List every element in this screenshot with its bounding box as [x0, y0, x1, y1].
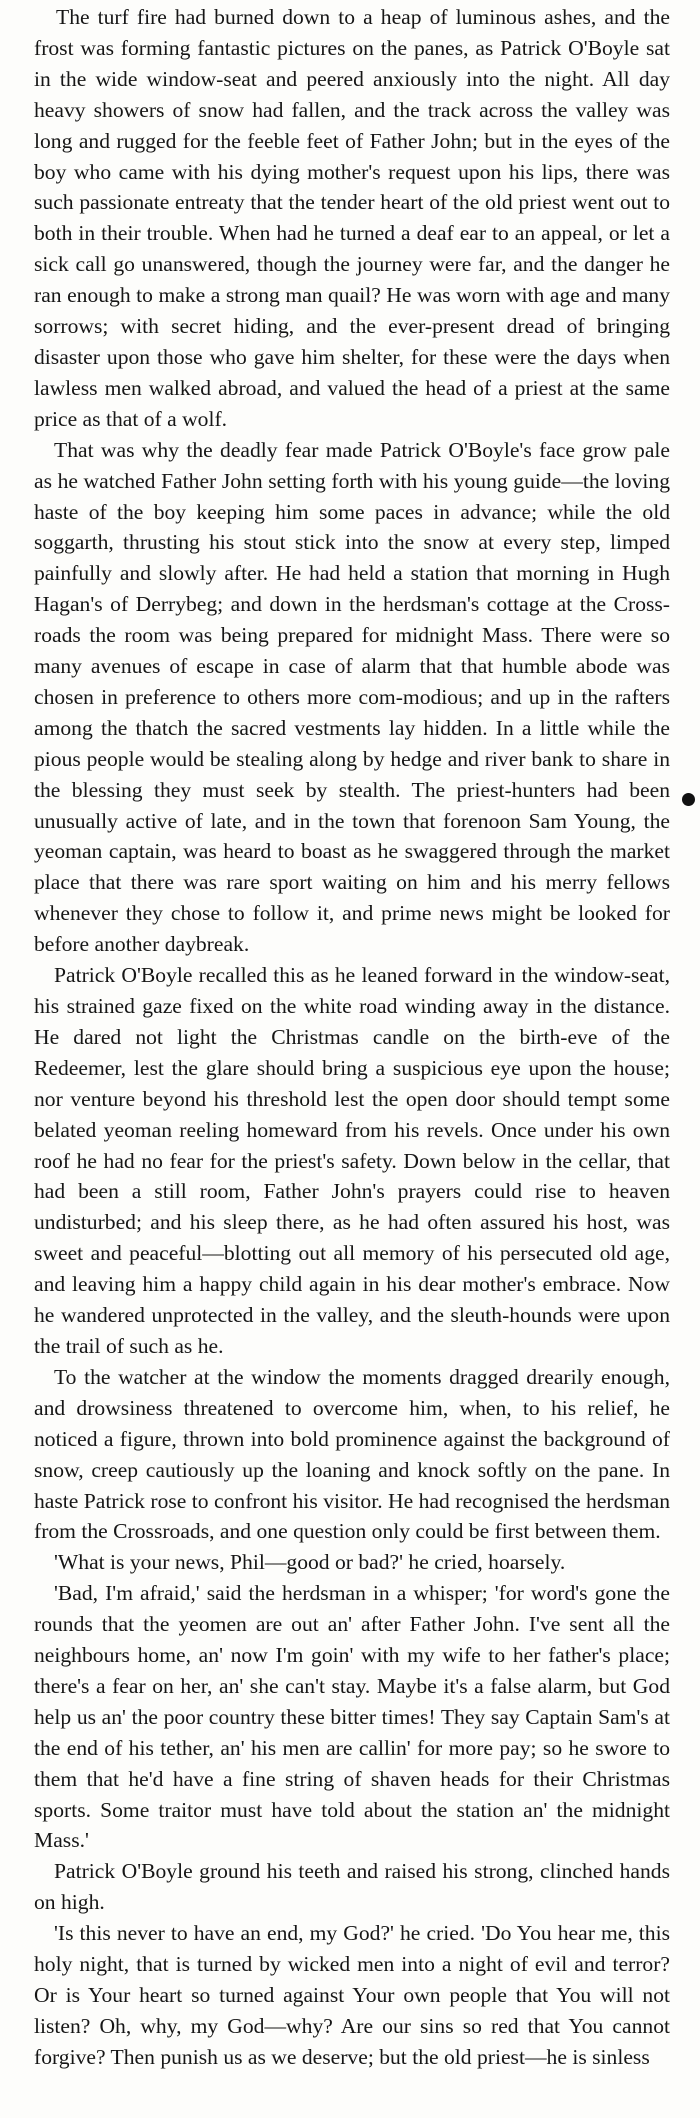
paragraph-prayer: 'Is this never to have an end, my God?' he cried. 'Do You hear me, this holy night, that is turned by wicked men into a night of evil and terror? Or is Your heart so turned against Your own people that You will not listen? Oh, why, my God—why? Are our sins so red that You cannot forgive? Then punish us as we deserve; but the old priest—he is sinless: [34, 1921, 670, 2069]
paragraph-clinched-hands: Patrick O'Boyle ground his teeth and raised his strong, clinched hands on high.: [34, 1859, 670, 1915]
paragraph-watcher: To the watcher at the window the moments dragged drearily enough, and drowsiness threatened to overcome him, when, to his relief, he noticed a figure, thrown into bold prominence against the background of snow, creep cautiously up the loaning and knock softly on the pane. In haste Patrick rose to confront his visitor. He had recognised the herdsman from the Crossroads, and one question only could be first between them.: [34, 1364, 670, 1544]
margin-ink-dot: [682, 793, 695, 806]
paragraph-dialogue-herdsman: 'Bad, I'm afraid,' said the herdsman in a whisper; 'for word's gone the rounds that the yeomen are out an' after Father John. I've sent all the neighbours home, an' now I'm goin' with my wife to her father's place; there's a fear on her, an' she can't stay. Maybe it's a false alarm, but God help us an' the poor country these bitter times! They say Captain Sam's at the end of his tether, an' his men are callin' for more pay; so he swore to them that he'd have a fine string of shaven heads for their Christmas sports. Some traitor must have told about the station an' the midnight Mass.': [34, 1581, 670, 1853]
paragraph-dialogue-question: 'What is your news, Phil—good or bad?' he cried, hoarsely.: [54, 1550, 566, 1575]
paragraph-deadly-fear: That was why the deadly fear made Patrick O'Boyle's face grow pale as he watched Father John setting forth with his young guide—the loving haste of the boy keeping him some paces in advance; while the old soggarth, thrusting his stout stick into the snow at every step, limped painfully and slowly after. He had held a station that morning in Hugh Hagan's of Derrybeg; and down in the herdsman's cottage at the Cross-roads the room was being prepared for midnight Mass. There were so many avenues of escape in case of alarm that that humble abode was chosen in preference to others more com-modious; and up in the rafters among the thatch the sacred vestments lay hidden. In a little while the pious people would be stealing along by hedge and river bank to share in the blessing they must seek by stealth. The priest-hunters had been unusually active of late, and in the town that forenoon Sam Young, the yeoman captain, was heard to boast as he swaggered through the market place that there was rare sport waiting on him and his merry fellows whenever they chose to follow it, and prime news might be looked for before another daybreak.: [34, 437, 670, 957]
story-text-column: [34, 2, 670, 2073]
paragraph-window-seat: Patrick O'Boyle recalled this as he leaned forward in the window-seat, his strained gaze fixed on the white road winding away in the distance. He dared not light the Christmas candle on the birth-eve of the Redeemer, lest the glare should bring a suspicious eye upon the house; nor venture beyond his threshold lest the open door should tempt some belated yeoman reeling homeward from his revels. Once under his own roof he had no fear for the priest's safety. Down below in the cellar, that had been a still room, Father John's prayers could rise to heaven undisturbed; and his sleep there, as he had often assured his host, was sweet and peaceful—blotting out all memory of his persecuted old age, and leaving him a happy child again in his dear mother's embrace. Now he wandered unprotected in the valley, and the sleuth-hounds were upon the trail of such as he.: [34, 963, 670, 1358]
paragraph-turf-fire: The turf fire had burned down to a heap of luminous ashes, and the frost was forming fantastic pictures on the panes, as Patrick O'Boyle sat in the wide window-seat and peered anxiously into the night. All day heavy showers of snow had fallen, and the track across the valley was long and rugged for the feeble feet of Father John; but in the eyes of the boy who came with his dying mother's request upon his lips, there was such passionate entreaty that the tender heart of the old priest went out to both in their trouble. When had he turned a deaf ear to an appeal, or let a sick call go unanswered, though the journey were far, and the danger he ran enough to make a strong man quail? He was worn with age and many sorrows; with secret hiding, and the ever-present dread of bringing disaster upon those who gave him shelter, for these were the days when lawless men walked abroad, and valued the head of a priest at the same price as that of a wolf.: [34, 5, 670, 431]
